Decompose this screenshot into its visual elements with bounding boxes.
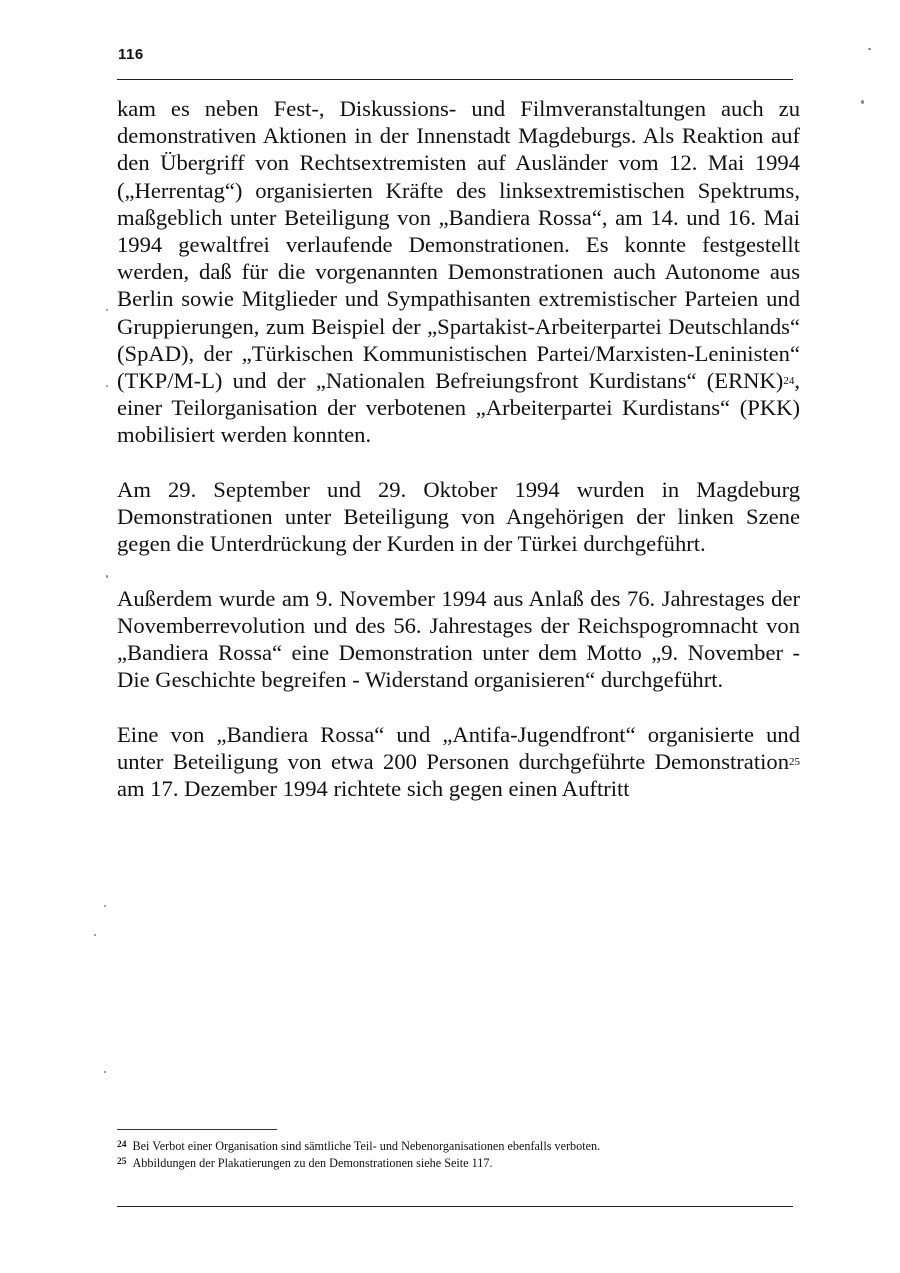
scan-speck [106,575,108,578]
paragraph-text: Außerdem wurde am 9. November 1994 aus Anlaß des 76. Jahrestages der Novemberrevolution und des 56. Jahrestages der Reichspogromnacht von „Bandiera Rossa“ eine Demonstration unter dem Motto „9. November - Die Geschichte begreifen - Widerstand organisieren“ durchgeführt. [117,585,800,693]
scan-speck [104,905,106,907]
footnote-reference: 25 [789,755,800,768]
footnote-reference: 24 [783,375,795,388]
paragraph-text: , einer Teilorganisation der verbotenen „Arbeiterpartei Kurdistans“ (PKK) mobilisiert werden konnten. [117,368,800,448]
scan-speck [106,309,108,311]
paragraph [117,476,800,558]
footnote-text: Bei Verbot einer Organisation sind sämtliche Teil- und Nebenorganisationen ebenfalls verboten. [132,1139,601,1153]
paragraph-text: Eine von „Bandiera Rossa“ und „Antifa-Jugendfront“ organisierte und unter Beteiligung von etwa 200 Personen durchgeführte Demonstration [117,721,800,774]
body-text [117,95,800,829]
footnote-separator [117,1129,277,1130]
footnotes [117,1138,793,1171]
paragraph-text: Am 29. September und 29. Oktober 1994 wurden in Magdeburg Demonstrationen unter Beteiligung von Angehörigen der linken Szene gegen die Unterdrückung der Kurden in der Türkei durchgeführt. [117,476,800,557]
footer-rule [117,1206,793,1207]
paragraph [117,95,800,449]
scan-speck [861,100,864,104]
paragraph [117,721,800,803]
scan-speck [106,385,108,387]
paragraph-text: am 17. Dezember 1994 richtete sich gegen einen Auftritt [117,776,630,802]
paragraph-text: kam es neben Fest-, Diskussions- und Filmveranstaltungen auch zu demonstrativen Aktionen in der Innenstadt Magdeburgs. Als Reaktion auf den Übergriff von Rechtsextremisten auf Ausländer vom 12. Mai 1994 („Herrentag“) organisierten Kräfte des linksextremistischen Spektrums, maßgeblich unter Beteiligung von „Bandiera Rossa“, am 14. und 16. Mai 1994 gewaltfrei verlaufende Demonstrationen. Es konnte festgestellt werden, daß für die vorgenannten Demonstrationen auch Autonome aus Berlin sowie Mitglieder und Sympathisanten extremistischer Parteien und Gruppierungen, zum Beispiel der „Spartakist-Arbeiterpartei Deutschlands“ (SpAD), der „Türkischen Kommunistischen Partei/Marxisten-Leninisten“ (TKP/M-L) und der „Nationalen Befreiungsfront Kurdistans“ (ERNK) [117,96,800,394]
header-rule [117,79,793,80]
footnote-text: Abbildungen der Plakatierungen zu den Demonstrationen siehe Seite 117. [132,1155,493,1170]
page-number: 116 [118,46,144,63]
scan-speck [94,934,96,936]
footnote [117,1138,793,1155]
paragraph [117,585,800,694]
footnote-number: 24 [117,1140,127,1150]
scan-speck [868,48,871,50]
footnote [117,1155,793,1172]
footnote-number: 25 [117,1156,127,1167]
scan-speck [104,1071,106,1073]
